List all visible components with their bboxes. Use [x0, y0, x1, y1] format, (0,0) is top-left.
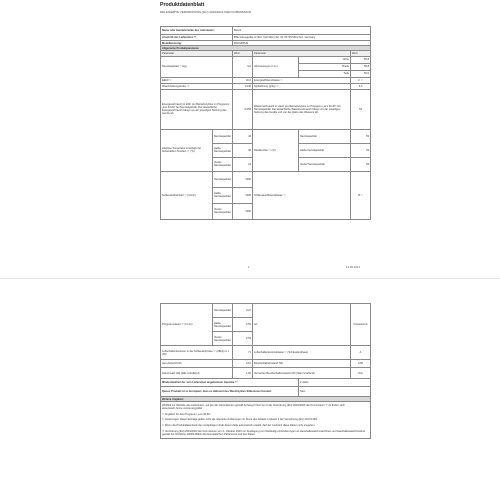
noise-class-label: Luftschallemissionsklasse ⁽ᵃ⁾ (Schleuderphase) [253, 346, 351, 360]
product-parameters-table-continued [160, 303, 371, 439]
model-label: Modellkennung: [161, 41, 233, 46]
height-value: 84,8 [351, 56, 371, 63]
note-b: ⁽ᵇ⁾ Änderungen dieser Einträge gelten nicht als relevante Änderungen im Sinne des Artikels 4 Absatz 4 der Verordnung (EU) 2017/1369. [162, 418, 318, 422]
delay-start-label: Zeitvorwahl (W) (falls zutreffend) [161, 368, 233, 379]
sub-label: Viertel Nennkapazität [213, 157, 233, 171]
sub-label: Nennkapazität [213, 129, 233, 143]
moisture-value: 53 [351, 143, 371, 157]
page-separator [0, 278, 500, 279]
table-row [161, 129, 371, 143]
document-title: Produktdatenblatt [160, 2, 205, 8]
spin-class-label: Schleudereffizienzklasse ⁽ᵃ⁾ [253, 171, 351, 219]
supplier-address-value: BSH Hausgeräte GmbH, Carl-Wery-Str. 34, 81739 München, Germany [233, 35, 371, 41]
eeiw-value: 46,6 [233, 77, 253, 83]
guarantee-label: Mindestlaufzeit der vom Lieferanten angebotenen Garantie ⁽ᵇ⁾ [161, 379, 299, 387]
program-duration-label: Programmdauer ⁽ᵃ⁾ (h:min) [161, 304, 213, 346]
sub-label: Halbe Nennkapazität [213, 318, 233, 332]
washing-index-value: 1,040 [233, 83, 253, 89]
energy-class-label: Energieeffizienzklasse ⁽ᵃ⁾ [253, 77, 351, 83]
datasheet-page-2 [160, 285, 370, 500]
sub-label: Halbe Nennkapazität [213, 143, 233, 157]
sub-label: Halbe Nennkapazität [213, 187, 233, 203]
product-parameters-table [160, 26, 371, 220]
capacity-label: Nennkapazität ⁽ᵃ⁾ (kg) [161, 56, 233, 77]
note-c: ⁽ᶜ⁾ Wenn die Produktdatenbank den endgültigen Inhalt dieser Zelle automatisch erstellt, darf der Lieferant diese Daten nicht eingeben. [162, 424, 316, 428]
temperature-value: 44 [233, 129, 253, 143]
energy-consumption-value: 0,659 [233, 89, 253, 129]
off-mode-label: Aus-Zustand (W) [161, 360, 233, 368]
duration-value: 2:53 [233, 332, 253, 346]
noise-class-value: A [351, 346, 371, 360]
standby-value: 0,50 [351, 360, 371, 368]
networked-standby-value: N/A [351, 368, 371, 379]
more-info-header: Weitere Angaben: [161, 397, 371, 402]
energy-class-value: C ⁽ᶜ⁾ [351, 77, 371, 83]
table-row [161, 387, 371, 397]
note-weblink-text: Weblink zur Website des Lieferanten, auf der die Informationen gemäß Anhang II Nummer 6 der Verordnung (EU) 2019/2023 der Kommission ⁽ᵇ⁾ zu finden sind: [162, 403, 346, 407]
dimensions-label: Abmessungen in cm [253, 56, 299, 77]
rinsing-label: Spülwirkung (g/kg) ⁽ᵃ⁾ [253, 83, 351, 89]
page-number: 1 [248, 265, 250, 269]
notes-row [161, 402, 371, 439]
table-row [161, 346, 371, 360]
type-value: Freistehend [351, 304, 371, 346]
datasheet-page-1 [160, 0, 370, 270]
spin-speed-value: 1400 [233, 171, 253, 187]
residual-moisture-label: Restfeuchte ⁽ᵃ⁾ (%) [253, 129, 299, 171]
column-header-parameter: Parameter [161, 51, 233, 56]
supplier-name-value: Bosch [233, 27, 371, 35]
model-value: WAU28PH9 [233, 41, 371, 46]
document-subtitle: DELEGIERTE VERORDNUNG (EU) 2019/2014 DER KOMMISSION [160, 10, 251, 14]
page-date: 12.05.2021 [346, 265, 360, 269]
duration-value: 2:52 [233, 318, 253, 332]
width-label: Breite [299, 63, 351, 70]
supplier-name-row [161, 27, 371, 35]
table-row [161, 379, 371, 387]
type-label: Art [253, 304, 351, 346]
sub-label: Nennkapazität [299, 129, 351, 143]
networked-standby-label: Vernetzter Bereitschaftszustand (W) (falls zutreffend) [253, 368, 351, 379]
eeiw-label: EEIW ⁽ᵃ⁾ [161, 77, 233, 83]
temperature-value: 24 [233, 157, 253, 171]
notes-cell [161, 402, 371, 439]
silver-ions-label: Dieses Produkt ist so konzipiert, dass es während des Waschzyklus Silberionen freisetzt [161, 387, 299, 397]
note-a: ⁽ᵃ⁾ Angaben für das Programm „eco 40-60“. [162, 412, 212, 416]
section-header: Allgemeine Produktparameter [161, 46, 371, 51]
table-row [161, 368, 371, 379]
width-value: 59,8 [351, 63, 371, 70]
washing-index-label: Waschwirkungsindex ⁽ᵃ⁾ [161, 83, 233, 89]
table-row [161, 304, 371, 318]
moisture-value: 53 [351, 129, 371, 143]
temperature-value: 36 [233, 143, 253, 157]
spin-class-value: B ⁽ᶜ⁾ [351, 171, 371, 219]
column-header-value: Wert [233, 51, 253, 56]
depth-label: Tiefe [299, 70, 351, 77]
depth-value: 59,0 [351, 70, 371, 77]
spin-speed-label: Schleuderdrehzahl ⁽ᵃ⁾ (U/min) [161, 171, 213, 219]
sub-label: Halbe Nennkapazität [299, 143, 351, 157]
table-row [161, 56, 371, 63]
sub-label: Viertel Nennkapazität [299, 157, 351, 171]
noise-value: 71 [233, 346, 253, 360]
delay-start-value: 1,00 [233, 368, 253, 379]
sub-label: Nennkapazität [213, 304, 233, 318]
water-consumption-label: Wasserverbrauch in Litern pro Betriebszyklus im Programm „eco 40-60“ bei Nennkapazität. Der tatsächliche Wasserverbrauch hängt von der jeweiligen Nutzung des Geräts und von der Härte des Wassers ab. [253, 89, 351, 129]
sub-label: Viertel Nennkapazität [213, 203, 233, 219]
duration-value: 3:27 [233, 304, 253, 318]
height-label: Höhe [299, 56, 351, 63]
off-mode-value: 0,10 [233, 360, 253, 368]
column-header-parameter: Parameter [253, 51, 351, 56]
table-row [161, 360, 371, 368]
moisture-value: 53 [351, 157, 371, 171]
sub-label: Viertel Nennkapazität [213, 332, 233, 346]
standby-label: Bereitschaftszustand (W) [253, 360, 351, 368]
supplier-name-label: Name oder Handelsmarke des Lieferanten: [161, 27, 233, 35]
capacity-value: 9,0 [233, 56, 253, 77]
note-weblink[interactable]: www.bosch-home.com/energylabel [162, 407, 203, 411]
table-row [161, 171, 371, 187]
table-row [161, 89, 371, 129]
sub-label: Nennkapazität [213, 171, 233, 187]
note-d: ⁽ᵈ⁾ Verordnung (EU) 2019/2023 der Kommission vom 1. Oktober 2019 zur Festlegung von Ökodesign-Anforderungen an Haushaltswaschmaschinen und Haushaltswaschtrockner gemäß der Richtlinie 2009/125/EG des Europäischen Parlaments und des Rates. [162, 429, 366, 437]
column-header-value: Wert [351, 51, 371, 56]
water-consumption-value: 53 [351, 89, 371, 129]
silver-ions-value: Nein [299, 387, 371, 397]
energy-consumption-label: Energieverbrauch in kWh pro Betriebszyklus im Programm „eco 40-60“ bei Nennkapazität. Der tatsächliche Energieverbrauch hängt von der jeweiligen Nutzung des Geräts ab. [161, 89, 233, 129]
spin-speed-value: 1400 [233, 187, 253, 203]
spin-speed-value: 1400 [233, 203, 253, 219]
rinsing-value: 5,0 [351, 83, 371, 89]
guarantee-value: 2 Jahre [299, 379, 371, 387]
supplier-address-label: Anschrift des Lieferanten ⁽ᵇ⁾ [161, 35, 233, 41]
noise-label: Luftschallemissionen in der Schleuderphase ⁽ᵃ⁾ (dB(A) re 1 pW) [161, 346, 233, 360]
max-temperature-label: Höchste Temperatur innerhalb der behandelten Textilien ⁽ᵃ⁾ (°C) [161, 129, 213, 171]
